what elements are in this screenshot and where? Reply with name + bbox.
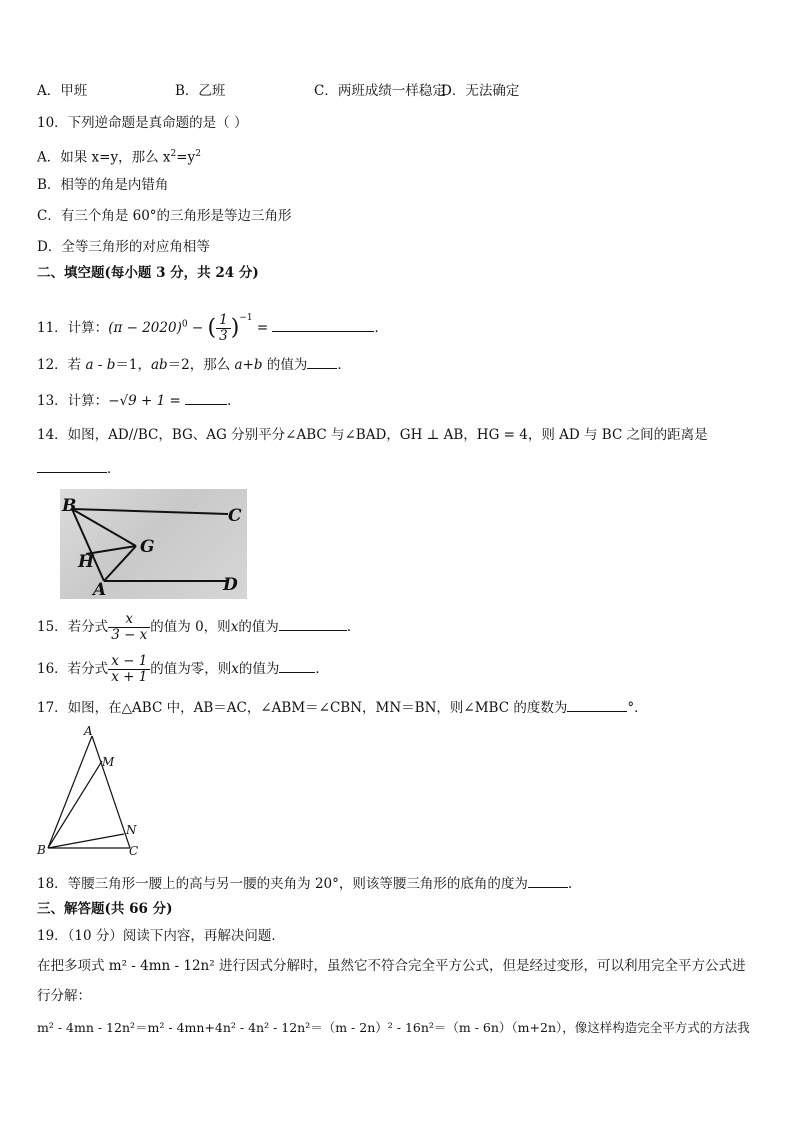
fig14-label-c: C [228, 506, 242, 526]
q12: 12．若 a - b＝1，ab＝2，那么 a+b 的值为 ． [37, 354, 351, 374]
q10-option-c: C．有三个角是 60°的三角形是等边三角形 [37, 208, 292, 224]
q17-answer-blank [567, 697, 627, 712]
q19-paragraph-line2: 行分解： [37, 988, 91, 1004]
q11-answer-blank [272, 317, 374, 332]
fig14-label-g: G [140, 537, 155, 557]
q10-option-a: A．如果 x=y，那么 $x^2=y^2$ [37, 149, 201, 166]
section2-title: 二、填空题(每小题 3 分，共 24 分) [37, 265, 259, 281]
q9-option-a: A．甲班 [37, 83, 88, 99]
q11-fraction: $\frac{1}{3}$ [216, 313, 231, 344]
fig17-label-m: M [102, 755, 115, 769]
q13-answer-blank [185, 390, 227, 405]
q17: 17．如图，在△ABC 中，AB＝AC，∠ABM＝∠CBN，MN＝BN，则∠MBC 的度数为 °． [37, 697, 648, 717]
q19-paragraph-line3: m² - 4mn - 12n²＝m² - 4mn+4n² - 4n² - 12n²＝（m - 2n）² - 16n²＝（m - 6n）（m+2n），像这样构造完全平方式的方法我 [37, 1020, 750, 1035]
q14-figure-photo [60, 489, 247, 599]
q9-option-b: B．乙班 [175, 83, 226, 99]
q14-answer-line: ． [37, 458, 121, 478]
q18: 18．等腰三角形一腰上的高与另一腰的夹角为 20°，则该等腰三角形的底角的度为 . [37, 873, 572, 893]
q15-answer-blank [279, 616, 347, 631]
q10-option-d: D．全等三角形的对应角相等 [37, 239, 210, 255]
q10-option-b: B．相等的角是内错角 [37, 177, 169, 193]
fig17-label-b: B [37, 843, 46, 857]
q15-fraction: $\frac{x}{3 - x}$ [108, 612, 150, 643]
fig14-label-h: H [78, 552, 95, 572]
q14-figure-diagram [60, 489, 247, 599]
q16-fraction: $\frac{x - 1}{x + 1}$ [108, 654, 150, 685]
fig14-label-d: D [223, 575, 238, 595]
q13: 13．计算：−√9 + 1 = ． [37, 390, 241, 410]
fig17-label-a: A [84, 724, 93, 738]
q15: 15．若分式 $\frac{x}{3 - x}$ 的值为 0，则x的值为 ． [37, 611, 361, 643]
q14-text: 14．如图，AD//BC，BG、AG 分别平分∠ABC 与∠BAD，GH ⊥ AB，HG = 4，则 AD 与 BC 之间的距离是 [37, 427, 708, 443]
fig14-label-b: B [62, 496, 77, 516]
q16-answer-blank [279, 658, 315, 673]
q19-heading: 19．（10 分）阅读下内容，再解决问题． [37, 928, 285, 944]
q10-stem: 10．下列逆命题是真命题的是（ ） [37, 115, 248, 131]
section3-title: 三、解答题(共 66 分) [37, 901, 173, 917]
q11: 11．计算：$(\pi - 2020)^0$ − ( $\frac{1}{3}$ )$^{-1}$ = ． [37, 312, 388, 344]
fig17-label-n: N [126, 823, 137, 837]
q17-figure-triangle [36, 724, 146, 860]
q12-answer-blank [307, 354, 337, 369]
q18-answer-blank [528, 873, 568, 888]
q9-option-c: C．两班成绩一样稳定 [314, 83, 446, 99]
q16: 16．若分式 $\frac{x - 1}{x + 1}$ 的值为零，则x的值为 ． [37, 653, 329, 685]
fig14-label-a: A [93, 580, 107, 599]
q14-answer-blank [37, 458, 107, 473]
fig17-label-c: C [129, 844, 139, 858]
q19-paragraph-line1: 在把多项式 m² - 4mn - 12n² 进行因式分解时，虽然它不符合完全平方公式，但是经过变形，可以利用完全平方公式进 [37, 958, 746, 974]
q9-option-d: D．无法确定 [441, 83, 520, 99]
q9-options-row [37, 82, 757, 100]
